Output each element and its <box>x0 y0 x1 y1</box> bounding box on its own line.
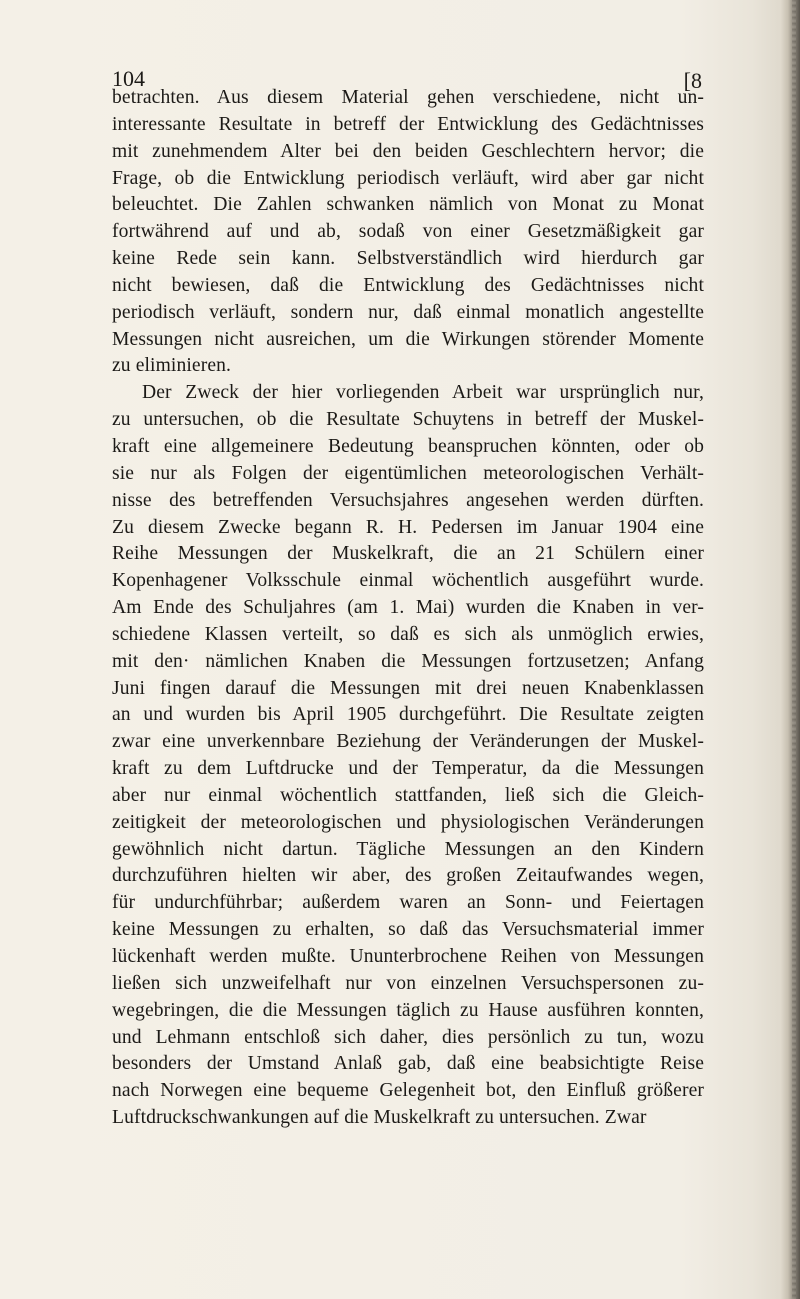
text-line: besonders der Umstand Anlaß gab, daß eine beabsichtigte Reise <box>112 1053 704 1075</box>
text-line: kraft eine allgemeinere Bedeutung beanspruchen könnten, oder ob <box>112 435 704 457</box>
text-line: fortwährend auf und ab, sodaß von einer Gesetzmäßigkeit gar <box>112 221 704 243</box>
text-line: betrachten. Aus diesem Material gehen verschiedene, nicht un- <box>112 87 704 108</box>
text-line: zu eliminieren. <box>112 355 232 377</box>
text-line: ließen sich unzweifelhaft nur von einzelnen Versuchspersonen zu- <box>112 972 704 994</box>
section-marker: [8 <box>683 68 702 93</box>
text-line: Frage, ob die Entwicklung periodisch verläuft, wird aber gar nicht <box>112 167 704 189</box>
text-line: interessante Resultate in betreff der Entwicklung des Gedächtnisses <box>112 113 704 135</box>
text-line: lückenhaft werden mußte. Ununterbrochene Reihen von Messungen <box>112 946 704 967</box>
text-line: beleuchtet. Die Zahlen schwanken nämlich von Monat zu Monat <box>112 194 704 216</box>
text-line: zeitigkeit der meteorologischen und physiologischen Veränderungen <box>112 811 704 833</box>
text-line: Zu diesem Zwecke begann R. H. Pedersen im Januar 1904 eine <box>112 516 704 538</box>
text-line: Kopenhagener Volksschule einmal wöchentlich ausgeführt wurde. <box>112 570 704 592</box>
text-line: für undurchführbar; außerdem waren an Sonn- und Feiertagen <box>112 892 704 914</box>
text-line: zu untersuchen, ob die Resultate Schuytens in betreff der Muskel- <box>112 409 704 431</box>
text-line: schiedene Klassen verteilt, so daß es sich als unmöglich erwies, <box>112 623 704 645</box>
text-line: an und wurden bis April 1905 durchgeführt. Die Resultate zeigten <box>112 704 704 726</box>
text-line: nach Norwegen eine bequeme Gelegenheit bot, den Einfluß größerer <box>112 1080 704 1102</box>
page-number: 104 <box>112 66 145 91</box>
text-line: und Lehmann entschloß sich daher, dies persönlich zu tun, wozu <box>112 1026 704 1048</box>
text-line: Messungen nicht ausreichen, um die Wirkungen störender Momente <box>112 328 704 350</box>
text-line: keine Rede sein kann. Selbstverständlich wird hierdurch gar <box>112 248 704 270</box>
text-line: wegebringen, die die Messungen täglich zu Hause ausführen konnten, <box>112 999 704 1021</box>
text-line: zwar eine unverkennbare Beziehung der Veränderungen der Muskel- <box>112 731 704 753</box>
text-line: sie nur als Folgen der eigentümlichen meteorologischen Verhält- <box>112 462 704 484</box>
text-line: mit zunehmendem Alter bei den beiden Geschlechtern hervor; die <box>112 140 704 162</box>
text-line: aber nur einmal wöchentlich stattfanden, ließ sich die Gleich- <box>112 784 704 806</box>
text-line: mit den· nämlichen Knaben die Messungen fortzusetzen; Anfang <box>112 650 704 672</box>
text-line: keine Messungen zu erhalten, so daß das Versuchsmaterial immer <box>112 919 704 941</box>
text-line: nicht bewiesen, daß die Entwicklung des Gedächtnisses nicht <box>112 274 704 296</box>
text-line: durchzuführen hielten wir aber, des großen Zeitaufwandes wegen, <box>112 865 704 887</box>
text-line: Der Zweck der hier vorliegenden Arbeit war ursprünglich nur, <box>142 382 704 404</box>
text-line: Luftdruckschwankungen auf die Muskelkraft zu untersuchen. Zwar <box>112 1107 647 1129</box>
text-line: Am Ende des Schuljahres (am 1. Mai) wurden die Knaben in ver- <box>112 597 704 619</box>
text-line: kraft zu dem Luftdrucke und der Temperatur, da die Messungen <box>112 758 704 780</box>
text-line: Reihe Messungen der Muskelkraft, die an 21 Schülern einer <box>112 543 704 565</box>
text-line: Juni fingen darauf die Messungen mit drei neuen Knabenklassen <box>112 677 704 699</box>
text-line: nisse des betreffenden Versuchsjahres angesehen werden dürften. <box>112 489 704 511</box>
book-binding-edge <box>780 0 800 1299</box>
text-line: periodisch verläuft, sondern nur, daß einmal monatlich angestellte <box>112 301 704 323</box>
text-line: gewöhnlich nicht dartun. Tägliche Messungen an den Kindern <box>112 838 704 860</box>
body-text <box>112 85 704 1132</box>
